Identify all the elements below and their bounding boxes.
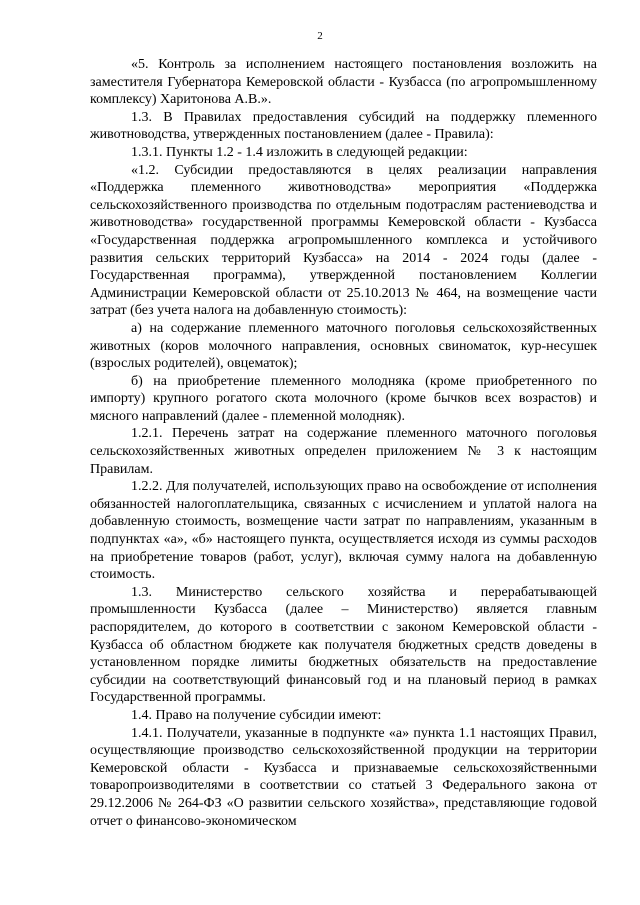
paragraph-1-2-b: б) на приобретение племенного молодняка (кроме приобретенного по импорту) крупного рогатого скота молочного (кроме бычков всех возрастов) и мясного направлений (далее - племенной молодняк). [90,373,597,424]
paragraph-control-clause: «5. Контроль за исполнением настоящего постановления возложить на заместителя Губернатора Кемеровской области - Кузбасса (по агропромышленному комплексу) Харитонова А.В.». [90,57,597,108]
paragraph-1-2-1: 1.2.1. Перечень затрат на содержание племенного маточного поголовья сельскохозяйственных животных определен приложением № 3 к настоящим Правилам. [90,426,597,477]
paragraph-1-2: «1.2. Субсидии предоставляются в целях реализации направления «Поддержка племенного животноводства» мероприятия «Поддержка сельскохозяйственного производства по отдельным подотраслям растениеводства и животноводства» государственной программы Кемеровской области - Кузбасса «Государственная поддержка агропромышленного комплекса и устойчивого развития сельских территорий Кузбасса» на 2014 - 2024 годы (далее - Государственная программа), утвержденной постановлением Коллегии Администрации Кемеровской области от 25.10.2013 № 464, на возмещение части затрат (без учета налога на добавленную стоимость): [90,162,597,319]
paragraph-1-4-1: 1.4.1. Получатели, указанные в подпункте «а» пункта 1.1 настоящих Правил, осуществляющие производство сельскохозяйственной продукции на территории Кемеровской области - Кузбасса и признаваемые сельскохозяйственными товаропроизводителями в соответствии со статьей 3 Федерального закона от 29.12.2006 № 264-ФЗ «О развитии сельского хозяйства», представляющие годовой отчет о финансово-экономическом [90,725,597,829]
paragraph-1-2-a: а) на содержание племенного маточного поголовья сельскохозяйственных животных (коров молочного направления, основных свиноматок, кур-несушек (взрослых родителей), овцематок); [90,320,597,372]
paragraph-1-4: 1.4. Право на получение субсидии имеют: [131,707,382,723]
body-text [90,56,597,830]
paragraph-1-3: 1.3. В Правилах предоставления субсидий на поддержку племенного животноводства, утвержденных постановлением (далее - Правила): [90,109,597,143]
paragraph-1-3-ministry: 1.3. Министерство сельского хозяйства и перерабатывающей промышленности Кузбасса (далее – Министерство) является главным распорядителем, до которого в соответствии с законом Кемеровской области - Кузбасса об областном бюджете как получателя бюджетных средств доведены в установленном порядке лимиты бюджетных обязательств на предоставление субсидии на соответствующий финансовый год и на плановый период в рамках Государственной программы. [90,584,597,706]
page-number: 2 [317,30,323,42]
paragraph-1-2-2: 1.2.2. Для получателей, использующих право на освобождение от исполнения обязанностей налогоплательщика, связанных с исчислением и уплатой налога на добавленную стоимость, возмещение части затрат по направлениям, указанным в подпунктах «а», «б» настоящего пункта, осуществляется исходя из суммы расходов на приобретение товаров (работ, услуг), включая сумму налога на добавленную стоимость. [90,479,597,583]
paragraph-1-3-1: 1.3.1. Пункты 1.2 - 1.4 изложить в следующей редакции: [131,144,468,160]
